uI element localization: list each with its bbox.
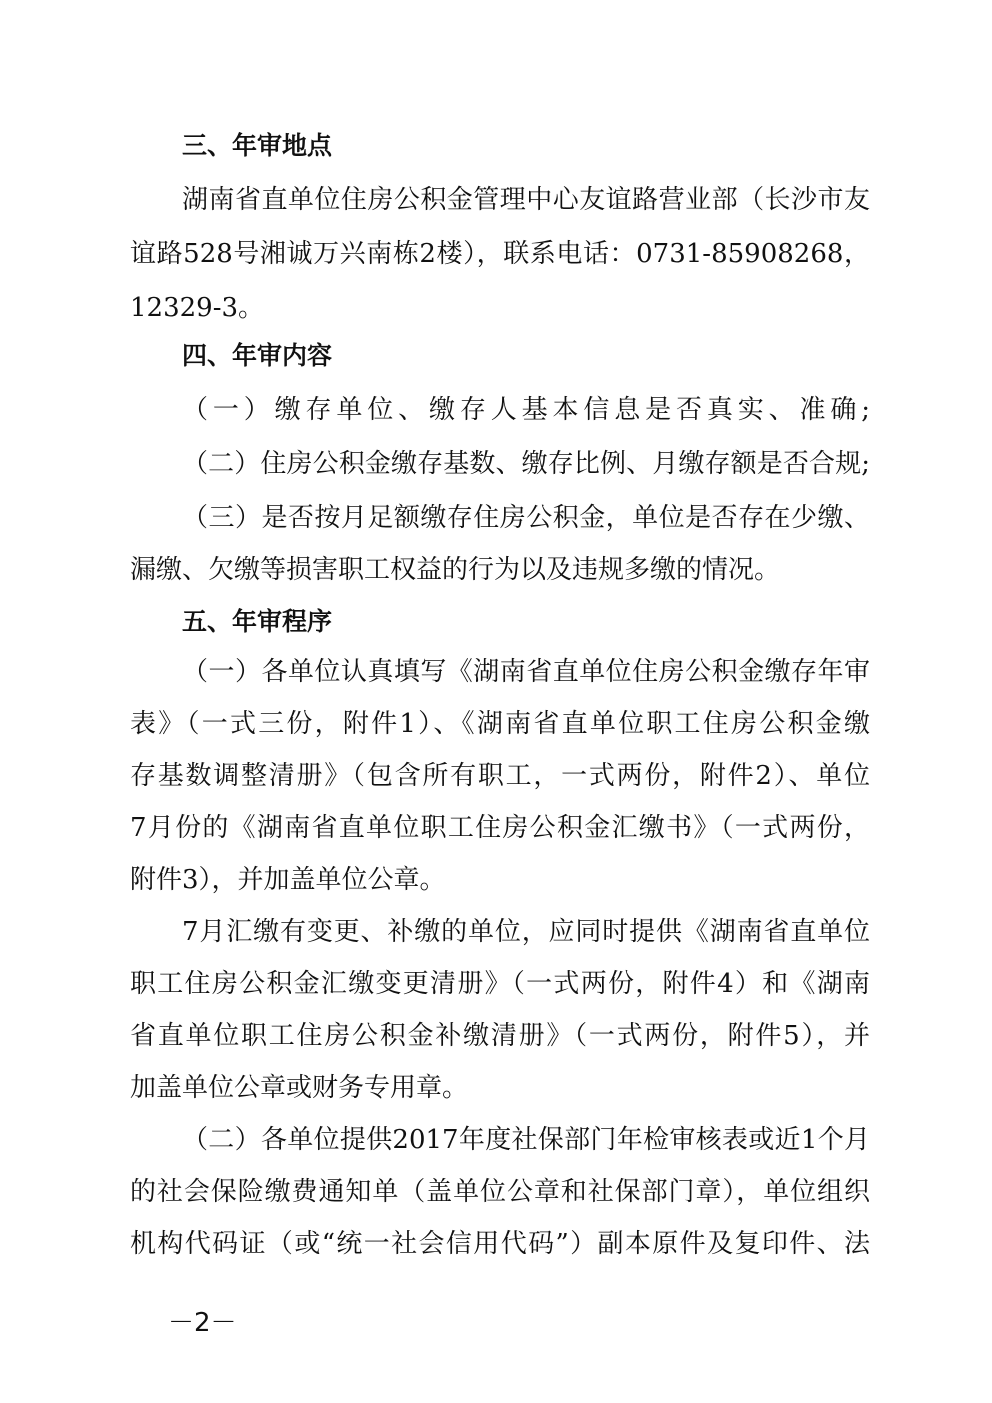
list-item: 漏缴、欠缴等损害职工权益的行为以及违规多缴的情况。 bbox=[130, 555, 781, 585]
paragraph-line: 省直单位职工住房公积金补缴清册》（一式两份，附件5），并 bbox=[130, 1021, 870, 1051]
paragraph-line: （一）各单位认真填写《湖南省直单位住房公积金缴存年审 bbox=[182, 657, 870, 687]
list-item: （三）是否按月足额缴存住房公积金，单位是否存在少缴、 bbox=[182, 503, 870, 533]
paragraph-line: 机构代码证（或“统一社会信用代码”）副本原件及复印件、法 bbox=[130, 1229, 870, 1259]
paragraph-line: （二）各单位提供2017年度社保部门年检审核表或近1个月 bbox=[182, 1125, 870, 1155]
paragraph-line: 7月汇缴有变更、补缴的单位，应同时提供《湖南省直单位 bbox=[182, 917, 870, 947]
paragraph-line: 湖南省直单位住房公积金管理中心友谊路营业部（长沙市友 bbox=[182, 185, 870, 215]
paragraph-line: 的社会保险缴费通知单（盖单位公章和社保部门章），单位组织 bbox=[130, 1177, 870, 1207]
paragraph-line: 加盖单位公章或财务专用章。 bbox=[130, 1073, 469, 1103]
section-heading-3: 三、年审地点 bbox=[182, 131, 333, 160]
page-number: －2－ bbox=[168, 1308, 237, 1338]
list-item: （一）缴存单位、缴存人基本信息是否真实、准确; bbox=[182, 395, 870, 425]
paragraph-line: 12329-3。 bbox=[130, 293, 265, 323]
paragraph-line: 谊路528号湘诚万兴南栋2楼），联系电话：0731-85908268， bbox=[130, 239, 870, 269]
section-heading-5: 五、年审程序 bbox=[182, 607, 333, 636]
paragraph-line: 7月份的《湖南省直单位职工住房公积金汇缴书》（一式两份， bbox=[130, 813, 870, 843]
paragraph-line: 附件3），并加盖单位公章。 bbox=[130, 865, 446, 895]
paragraph-line: 表》（一式三份，附件1）、《湖南省直单位职工住房公积金缴 bbox=[130, 709, 870, 739]
list-item: （二）住房公积金缴存基数、缴存比例、月缴存额是否合规; bbox=[182, 449, 870, 479]
paragraph-line: 职工住房公积金汇缴变更清册》（一式两份，附件4）和《湖南 bbox=[130, 969, 870, 999]
paragraph-line: 存基数调整清册》（包含所有职工，一式两份，附件2）、单位 bbox=[130, 761, 870, 791]
section-heading-4: 四、年审内容 bbox=[182, 341, 333, 370]
